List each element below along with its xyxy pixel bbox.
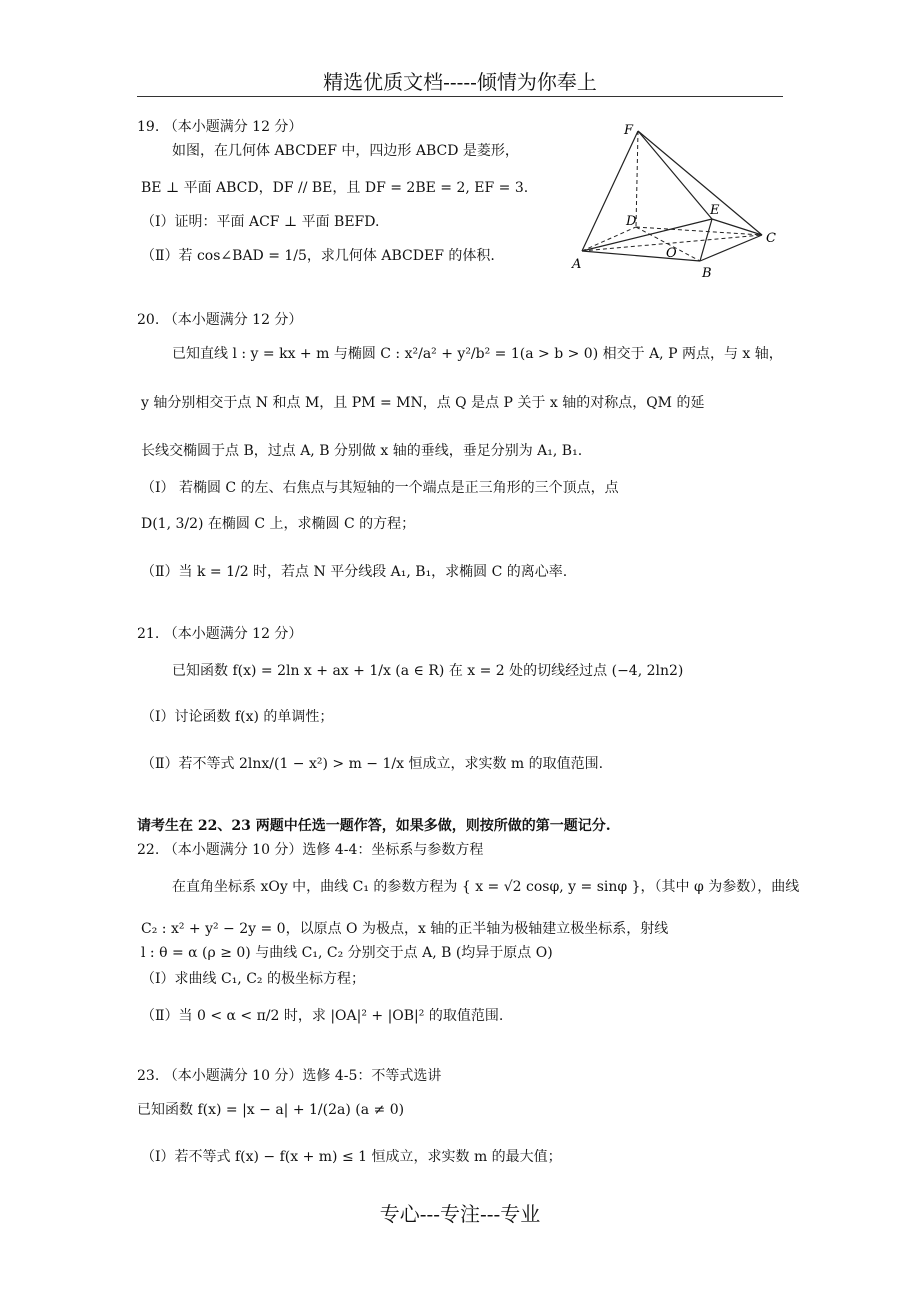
q20-line3: 长线交椭圆于点 B，过点 A, B 分别做 x 轴的垂线，垂足分别为 A₁, B₁.	[141, 443, 583, 459]
q22-part1: （Ⅰ）求曲线 C₁, C₂ 的极坐标方程；	[141, 971, 365, 987]
choose-one-notice: 请考生在 22、23 两题中任选一题作答，如果多做，则按所做的第一题记分.	[137, 818, 611, 834]
q22-line3: l : θ = α (ρ ≥ 0) 与曲线 C₁, C₂ 分别交于点 A, B (均异于原点 O)	[141, 945, 553, 961]
q22-heading: 22. （本小题满分 10 分）选修 4-4：坐标系与参数方程	[137, 842, 484, 858]
q21-part2: （Ⅱ）若不等式 2lnx/(1 − x²) > m − 1/x 恒成立，求实数 m 的取值范围.	[141, 756, 604, 772]
q21-heading: 21. （本小题满分 12 分）	[137, 626, 303, 642]
figure-label-d: D	[626, 214, 637, 229]
q22-line1: 在直角坐标系 xOy 中，曲线 C₁ 的参数方程为 { x = √2 cosφ, y = sinφ }，（其中 φ 为参数），曲线	[172, 879, 800, 895]
figure-label-e: E	[710, 203, 720, 218]
q19-heading: 19. （本小题满分 12 分）	[137, 119, 303, 135]
q20-part1b: D(1, 3/2) 在椭圆 C 上，求椭圆 C 的方程；	[141, 516, 416, 532]
figure-label-b: B	[702, 266, 712, 281]
q20-line2: y 轴分别相交于点 N 和点 M，且 PM = MN，点 Q 是点 P 关于 x 轴的对称点，QM 的延	[141, 395, 705, 411]
header-divider	[137, 96, 783, 97]
q20-line1: 已知直线 l : y = kx + m 与椭圆 C : x²/a² + y²/b² = 1(a > b > 0) 相交于 A, P 两点，与 x 轴，	[172, 346, 783, 362]
q20-part2: （Ⅱ）当 k = 1/2 时，若点 N 平分线段 A₁, B₁，求椭圆 C 的离心率.	[141, 564, 568, 580]
q21-line1: 已知函数 f(x) = 2ln x + ax + 1/x (a ∈ R) 在 x = 2 处的切线经过点 (−4, 2ln2)	[172, 663, 684, 679]
q21-part1: （Ⅰ）讨论函数 f(x) 的单调性；	[141, 709, 334, 725]
geometry-figure	[570, 118, 785, 283]
page-header-title: 精选优质文档-----倾情为你奉上	[323, 70, 597, 94]
q20-part1a: （Ⅰ） 若椭圆 C 的左、右焦点与其短轴的一个端点是正三角形的三个顶点，点	[141, 480, 619, 496]
q23-line1: 已知函数 f(x) = |x − a| + 1/(2a) (a ≠ 0)	[137, 1102, 405, 1118]
figure-label-c: C	[766, 231, 776, 246]
q19-part1: （Ⅰ）证明：平面 ACF ⊥ 平面 BEFD.	[141, 214, 380, 230]
q19-line2: BE ⊥ 平面 ABCD，DF // BE，且 DF = 2BE = 2, EF = 3.	[141, 180, 529, 196]
figure-label-f: F	[624, 123, 634, 138]
figure-label-a: A	[572, 257, 582, 272]
q19-line1: 如图，在几何体 ABCDEF 中，四边形 ABCD 是菱形，	[172, 143, 519, 159]
q23-part1: （Ⅰ）若不等式 f(x) − f(x + m) ≤ 1 恒成立，求实数 m 的最大值；	[141, 1149, 562, 1165]
q23-heading: 23. （本小题满分 10 分）选修 4-5：不等式选讲	[137, 1068, 442, 1084]
q19-part2: （Ⅱ）若 cos∠BAD = 1/5，求几何体 ABCDEF 的体积.	[141, 248, 495, 264]
q22-part2: （Ⅱ）当 0 < α < π/2 时，求 |OA|² + |OB|² 的取值范围.	[141, 1008, 504, 1024]
q22-line2: C₂ : x² + y² − 2y = 0，以原点 O 为极点，x 轴的正半轴为极轴建立极坐标系，射线	[141, 921, 669, 937]
page-footer-title: 专心---专注---专业	[379, 1202, 541, 1226]
figure-label-o: O	[666, 246, 677, 261]
q20-heading: 20. （本小题满分 12 分）	[137, 312, 303, 328]
